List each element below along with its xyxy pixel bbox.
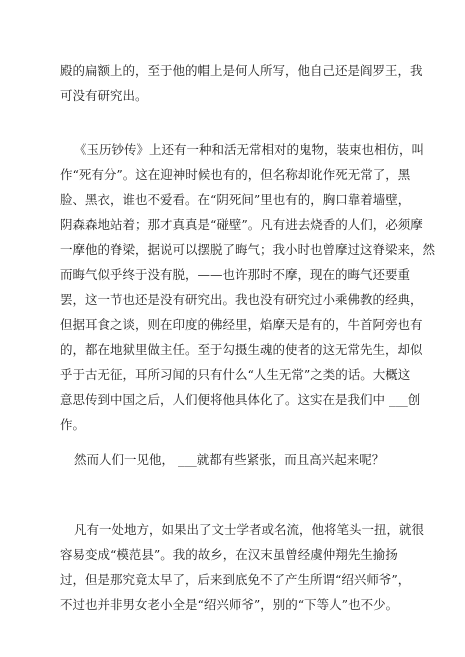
text-line: 罢，这一节也还是没有研究出。我也没有研究过小乘佛教的经典， — [60, 292, 423, 307]
text-line: 凡有一处地方，如果出了文士学者或名流，他将笔头一扭，就很 — [74, 522, 425, 537]
text-line: 然而人们一见他， ___就都有些紧张，而且高兴起来呢？ — [74, 452, 385, 467]
paragraph-2 — [60, 137, 436, 437]
text-line: 殿的扁额上的，至于他的帽上是何人所写，他自己还是阎罗王，我 — [60, 63, 423, 78]
text-line: 作“死有分”。这在迎神时候也有的，但名称却讹作死无常了，黑 — [60, 167, 411, 182]
text-line: 作。 — [60, 417, 86, 432]
paragraph-1 — [60, 58, 423, 108]
text-line: 阴森森地站着；那才真真是“碰壁”。凡有进去烧香的人们，必须摩 — [60, 217, 423, 232]
text-line: 的，都在地狱里做主任。至于勾摄生魂的使者的这无常先生，却似 — [60, 342, 423, 357]
text-line: 但据耳食之谈，则在印度的佛经里，焰摩天是有的，牛首阿旁也有 — [60, 317, 423, 332]
text-line: 脸、黑衣，谁也不爱看。在“阴死间”里也有的，胸口靠着墙壁， — [60, 192, 411, 207]
text-line: 《玉历钞传》上还有一种和活无常相对的鬼物，装束也相仿，叫 — [74, 142, 425, 157]
text-line: 不过也并非男女老小全是“绍兴师爷”，别的“下等人”也不少。 — [60, 597, 399, 612]
paragraph-3 — [60, 447, 405, 472]
text-line: 而晦气似乎终于没有脱，——也许那时不摩，现在的晦气还要重 — [60, 267, 411, 282]
text-line: 乎于古无征，耳所习闻的只有什么“人生无常”之类的话。大概这 — [60, 367, 411, 382]
text-line: 过，但是那究竟太早了，后来到底免不了产生所谓“绍兴师爷”， — [60, 572, 411, 587]
text-line: 一摩他的脊梁，据说可以摆脱了晦气；我小时也曾摩过这脊梁来，然 — [60, 242, 436, 257]
paragraph-4 — [60, 517, 425, 617]
text-line: 意思传到中国之后，人们便将他具体化了。这实在是我们中 ___创 — [60, 392, 421, 407]
text-line: 可没有研究出。 — [60, 88, 148, 103]
text-line: 容易变成“模范县”。我的故乡，在汉末虽曾经虞仲翔先生揄扬 — [60, 547, 398, 562]
